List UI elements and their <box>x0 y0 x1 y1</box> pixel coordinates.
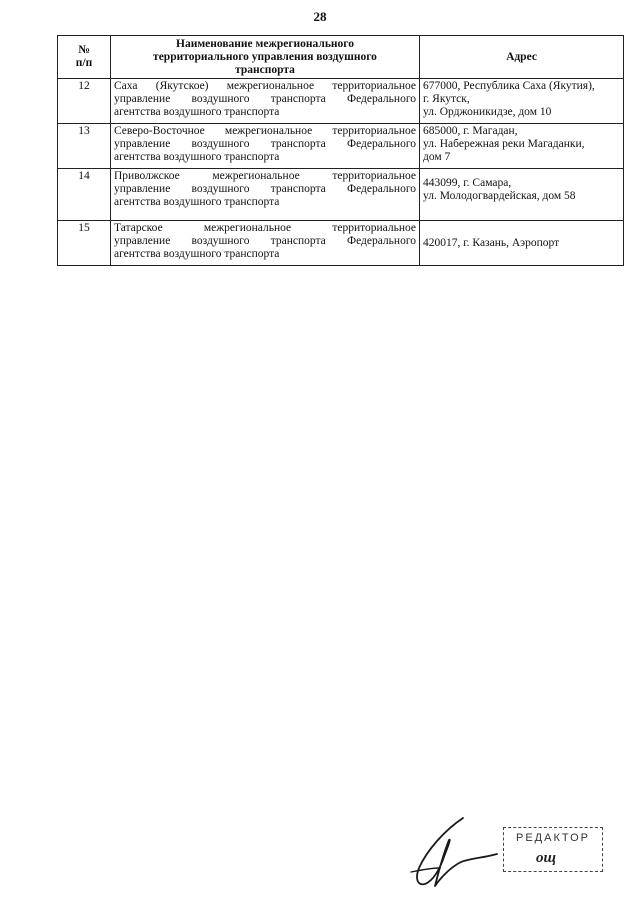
authority-name <box>111 169 420 221</box>
name-line: управление воздушного транспорта Федерального <box>114 138 416 150</box>
address-line: 443099, г. Самара, <box>423 177 512 189</box>
name-line: агентства воздушного транспорта <box>114 196 280 208</box>
authority-address <box>420 124 624 169</box>
header-name-line: транспорта <box>235 63 295 76</box>
name-line: Приволжское межрегиональное территориальное <box>114 170 416 182</box>
authority-address <box>420 221 624 266</box>
header-number-line: № <box>78 44 90 56</box>
table-row <box>58 169 624 221</box>
stamp-initials: ощ <box>536 850 556 866</box>
stamp-label: РЕДАКТОР <box>516 832 590 844</box>
header-address: Адрес <box>420 36 624 79</box>
authority-name <box>111 79 420 124</box>
header-name-line: территориального управления воздушного <box>153 50 377 63</box>
signature <box>405 810 500 892</box>
name-line: Саха (Якутское) межрегиональное территориальное <box>114 80 416 92</box>
address-line: ул. Молодогвардейская, дом 58 <box>423 190 576 202</box>
page-number: 28 <box>313 9 327 24</box>
authority-name <box>111 221 420 266</box>
registry-table <box>57 35 624 266</box>
address-line: дом 7 <box>423 151 451 163</box>
editor-stamp <box>503 827 603 872</box>
header-name-line: Наименование межрегионального <box>176 37 354 50</box>
table-row <box>58 221 624 266</box>
header-number-line: п/п <box>75 57 93 69</box>
name-line: Татарское межрегиональное территориальное <box>114 222 416 234</box>
row-number: 15 <box>58 221 111 266</box>
row-number: 14 <box>58 169 111 221</box>
name-line: Северо-Восточное межрегиональное территориальное <box>114 125 416 137</box>
address-line: ул. Орджоникидзе, дом 10 <box>423 106 552 118</box>
name-line: управление воздушного транспорта Федерального <box>114 93 416 105</box>
table-header-row <box>58 36 624 79</box>
authority-address <box>420 79 624 124</box>
name-line: агентства воздушного транспорта <box>114 106 280 118</box>
header-number <box>58 36 111 79</box>
table-row <box>58 124 624 169</box>
authority-address <box>420 169 624 221</box>
address-line: ул. Набережная реки Магаданки, <box>423 138 585 150</box>
address-line: г. Якутск, <box>423 93 470 105</box>
address-line: 420017, г. Казань, Аэропорт <box>423 236 560 249</box>
name-line: агентства воздушного транспорта <box>114 151 280 163</box>
name-line: управление воздушного транспорта Федерального <box>114 183 416 195</box>
header-name <box>111 36 420 79</box>
name-line: агентства воздушного транспорта <box>114 248 280 260</box>
name-line: управление воздушного транспорта Федерального <box>114 235 416 247</box>
authority-name <box>111 124 420 169</box>
table-row <box>58 79 624 124</box>
address-line: 685000, г. Магадан, <box>423 125 518 137</box>
address-line: 677000, Республика Саха (Якутия), <box>423 80 595 92</box>
row-number: 12 <box>58 79 111 124</box>
row-number: 13 <box>58 124 111 169</box>
